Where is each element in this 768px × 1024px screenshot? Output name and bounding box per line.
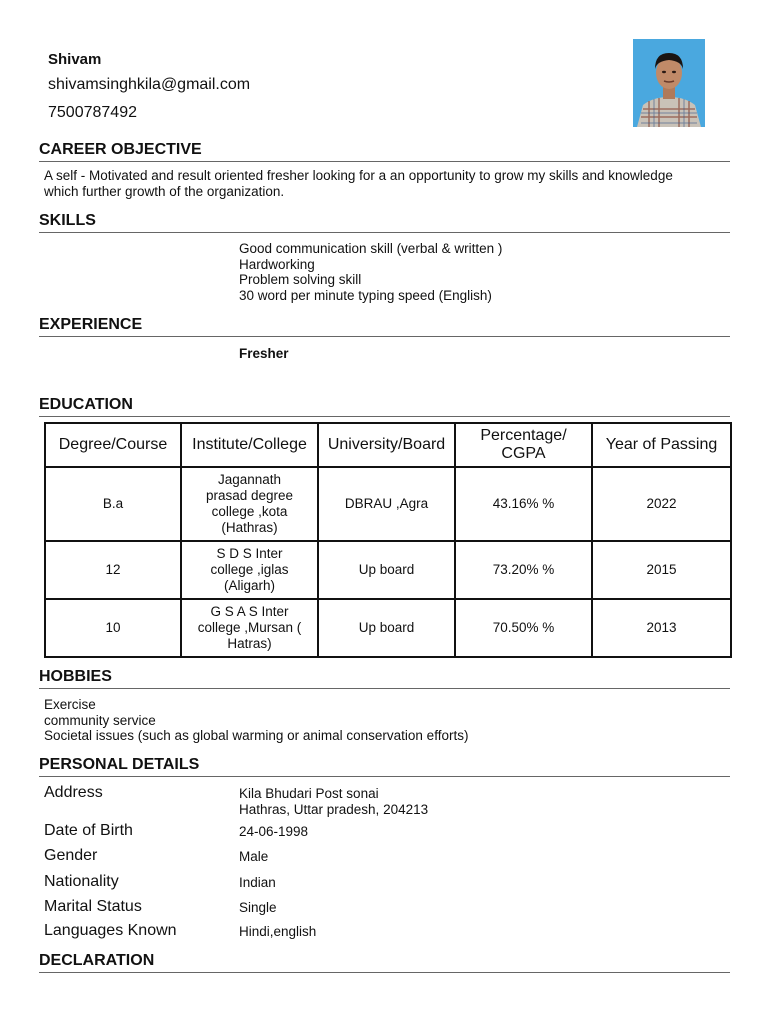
detail-label: Marital Status [44,898,142,915]
address-line: Kila Bhudari Post sonai [239,786,379,801]
column-header: University/Board [318,423,455,467]
table-cell: Jagannath prasad degree college ,kota (Hathras) [181,467,318,541]
experience-value: Fresher [239,346,289,361]
address-line: Hathras, Uttar pradesh, 204213 [239,802,429,817]
career-objective-text [44,168,673,199]
table-cell: 10 [45,599,181,657]
table-row [45,467,731,541]
table-cell: Up board [318,541,455,599]
table-cell: G S A S Inter college ,Mursan ( Hatras) [181,599,318,657]
detail-value: Male [239,849,269,864]
skill-item: Hardworking [239,256,315,272]
table-cell: S D S Inter college ,iglas (Aligarh) [181,541,318,599]
hobby-item: community service [44,712,156,728]
section-title-skills: SKILLS [39,211,730,233]
table-cell: 2015 [592,541,731,599]
resume-header [48,50,250,126]
skill-item: 30 word per minute typing speed (English) [239,287,492,303]
detail-value [239,786,428,818]
detail-value: Hindi,english [239,924,317,939]
table-cell: B.a [45,467,181,541]
table-cell: Up board [318,599,455,657]
hobby-item: Societal issues (such as global warming or animal conservation efforts) [44,728,469,744]
table-cell: 2022 [592,467,731,541]
table-cell: 2013 [592,599,731,657]
career-objective-line: A self - Motivated and result oriented fresher looking for a an opportunity to grow my skills and knowledge [44,168,673,183]
column-header: Year of Passing [592,423,731,467]
table-cell: 70.50% % [455,599,592,657]
column-header: Degree/Course [45,423,181,467]
detail-label: Address [44,784,103,801]
table-cell: 73.20% % [455,541,592,599]
profile-photo [633,39,705,127]
section-title-experience: EXPERIENCE [39,315,730,337]
email: shivamsinghkila@gmail.com [48,76,251,93]
section-title-personal-details: PERSONAL DETAILS [39,755,730,777]
table-cell: 12 [45,541,181,599]
detail-label: Languages Known [44,922,177,939]
candidate-name: Shivam [48,51,102,68]
section-title-career-objective: CAREER OBJECTIVE [39,140,730,162]
detail-label: Nationality [44,873,119,890]
section-title-hobbies: HOBBIES [39,667,730,689]
table-row [45,541,731,599]
detail-label: Gender [44,847,98,864]
skill-item: Problem solving skill [239,272,362,288]
detail-label: Date of Birth [44,822,133,839]
table-header-row [45,423,731,467]
table-cell: 43.16% % [455,467,592,541]
table-cell: DBRAU ,Agra [318,467,455,541]
section-title-education: EDUCATION [39,395,730,417]
detail-value: Indian [239,875,276,890]
column-header: Percentage/ CGPA [455,423,592,467]
skills-list [239,241,502,303]
education-table [44,422,732,658]
table-row [45,599,731,657]
section-title-declaration: DECLARATION [39,951,730,973]
skill-item: Good communication skill (verbal & written ) [239,241,503,256]
hobby-item: Exercise [44,697,96,712]
detail-value: Single [239,900,277,915]
career-objective-line: which further growth of the organization. [44,183,285,199]
detail-value: 24-06-1998 [239,824,309,839]
column-header: Institute/College [181,423,318,467]
phone: 7500787492 [48,104,137,121]
hobbies-list [44,697,468,744]
